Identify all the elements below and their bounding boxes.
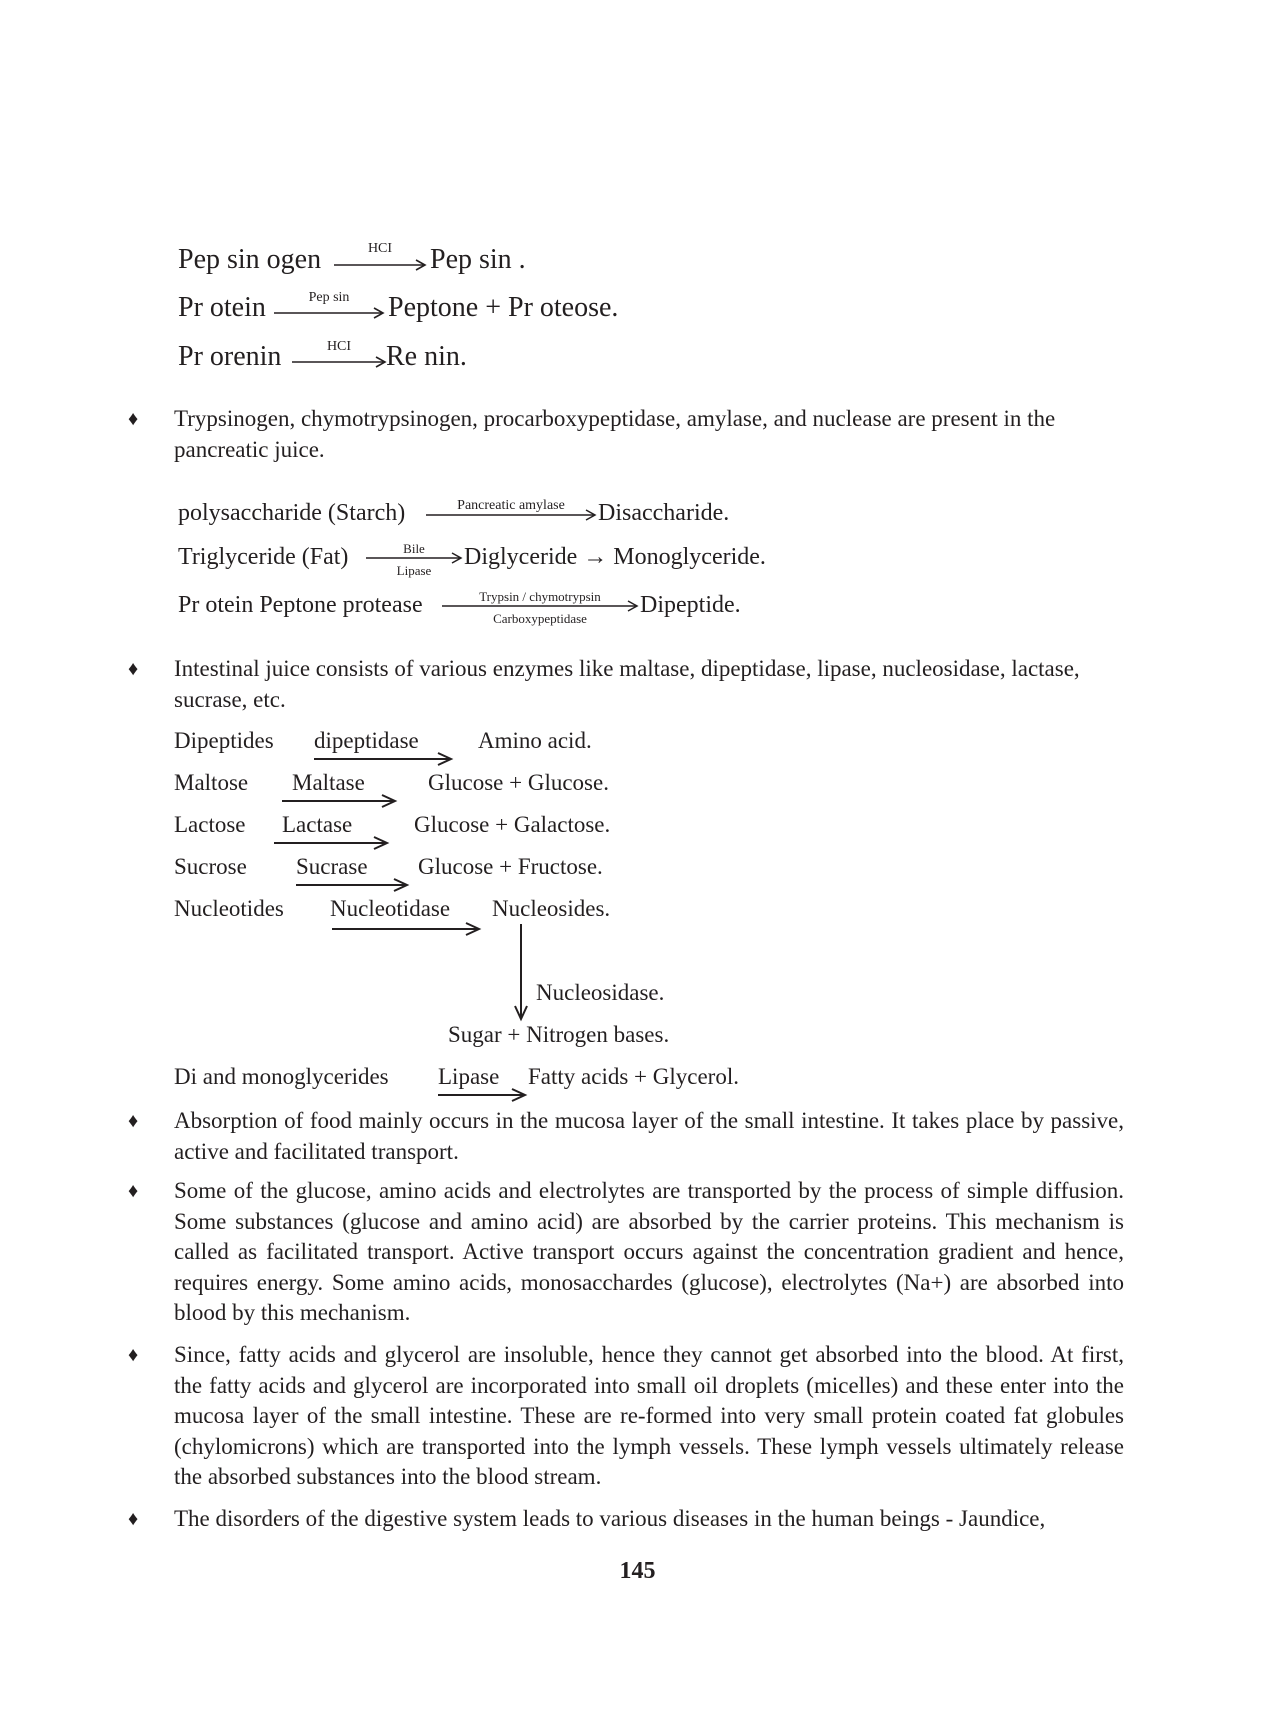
bullet-icon: ♦ — [128, 1180, 139, 1202]
reaction-arrow — [274, 307, 384, 319]
catalyst-label: HCI — [367, 241, 393, 256]
product: Dipeptide. — [640, 592, 741, 618]
product: Glucose + Glucose. — [428, 770, 609, 795]
transport-bullet-text: Some of the glucose, amino acids and electrolytes are transported by the process of simple diffusion. Some substances (glucose and amino acid) are absorbed by the carrier proteins. This mechanism is called as facilitated transport. Active transport occurs against the concentration gradient and hence, requires energy. Some amino acids, monosacchardes (glucose), electrolytes (Na+) are absorbed into blood by this mechanism. — [174, 1178, 1124, 1325]
substrate: Dipeptides — [174, 728, 274, 753]
product: Fatty acids + Glycerol. — [528, 1064, 739, 1089]
catalyst-label: Pancreatic amylase — [457, 498, 565, 513]
catalyst-label: Pep sin — [308, 290, 350, 305]
reactant: polysaccharide (Starch) — [178, 500, 406, 526]
reaction-arrow — [426, 509, 596, 521]
product: Pep sin . — [430, 244, 526, 275]
reaction-arrow — [292, 356, 386, 368]
substrate: Di and monoglycerides — [174, 1064, 389, 1089]
nucleosidase-product: Sugar + Nitrogen bases. — [448, 1022, 670, 1047]
reaction-arrow — [332, 922, 480, 936]
reactant: Triglyceride (Fat) — [178, 544, 349, 570]
enzyme: Nucleotidase — [330, 896, 451, 921]
reaction-arrow — [274, 836, 388, 850]
enzyme: dipeptidase — [314, 728, 419, 753]
reactant: Pr otein Peptone protease — [178, 592, 423, 618]
reaction-arrow — [314, 752, 452, 766]
reactant: Pep sin ogen — [178, 244, 322, 275]
catalyst-bottom-label: Lipase — [396, 563, 432, 578]
product: Glucose + Fructose. — [418, 854, 603, 879]
catalyst-bottom-label: Carboxypeptidase — [493, 611, 587, 626]
product: Diglyceride → Monoglyceride. — [464, 544, 766, 570]
product: Glucose + Galactose. — [414, 812, 611, 837]
nucleosidase-down-arrow — [514, 924, 528, 1020]
fatty-acids-bullet-text: Since, fatty acids and glycerol are insoluble, hence they cannot get absorbed into the blood. At first, the fatty acids and glycerol are incorporated into small oil droplets (micelles) and these enter into the mucosa layer of the small intestine. These are re-formed into very small protein coated fat globules (chylomicrons) which are transported into the lymph vessels. These lymph vessels ultimately release the absorbed substances into the blood stream. — [174, 1342, 1124, 1489]
intestinal-bullet-text: Intestinal juice consists of various enzymes like maltase, dipeptidase, lipase, nucleosidase, lactase, sucrase, etc. — [174, 656, 1080, 712]
bullet-icon: ♦ — [128, 1508, 139, 1530]
substrate: Nucleotides — [174, 896, 284, 921]
catalyst-label: HCI — [326, 339, 352, 354]
catalyst-top-label: Trypsin / chymotrypsin — [479, 589, 601, 604]
reaction-arrow — [282, 794, 396, 808]
nucleosidase-label: Nucleosidase. — [536, 980, 665, 1005]
reactant: Pr otein — [178, 292, 266, 323]
substrate: Sucrose — [174, 854, 247, 879]
substrate: Maltose — [174, 770, 249, 795]
enzyme: Sucrase — [296, 854, 368, 879]
enzyme: Maltase — [292, 770, 365, 795]
product: Peptone + Pr oteose. — [388, 292, 619, 323]
bullet-icon: ♦ — [128, 658, 139, 680]
product: Nucleosides. — [492, 896, 611, 921]
reactant: Pr orenin — [178, 341, 282, 372]
bullet-icon: ♦ — [128, 408, 139, 430]
absorption-bullet-text: Absorption of food mainly occurs in the mucosa layer of the small intestine. It takes place by passive, active and facilitated transport. — [174, 1108, 1124, 1164]
product: Amino acid. — [478, 728, 592, 753]
substrate: Lactose — [174, 812, 246, 837]
bullet-icon: ♦ — [128, 1344, 139, 1366]
reaction-arrow — [334, 259, 426, 271]
page-number: 145 — [619, 1558, 656, 1584]
product: Re nin. — [386, 341, 467, 372]
enzyme: Lactase — [282, 812, 353, 837]
pancreatic-bullet-text: Trypsinogen, chymotrypsinogen, procarboxypeptidase, amylase, and nuclease are present in the pancreatic juice. — [174, 406, 1056, 462]
bullet-icon: ♦ — [128, 1110, 139, 1132]
reaction-arrow — [438, 1088, 526, 1102]
product: Disaccharide. — [598, 500, 730, 526]
reaction-arrow — [296, 878, 408, 892]
catalyst-top-label: Bile — [403, 541, 425, 556]
disorders-bullet-text: The disorders of the digestive system leads to various diseases in the human beings - Jaundice, — [174, 1506, 1046, 1531]
enzyme: Lipase — [438, 1064, 500, 1089]
